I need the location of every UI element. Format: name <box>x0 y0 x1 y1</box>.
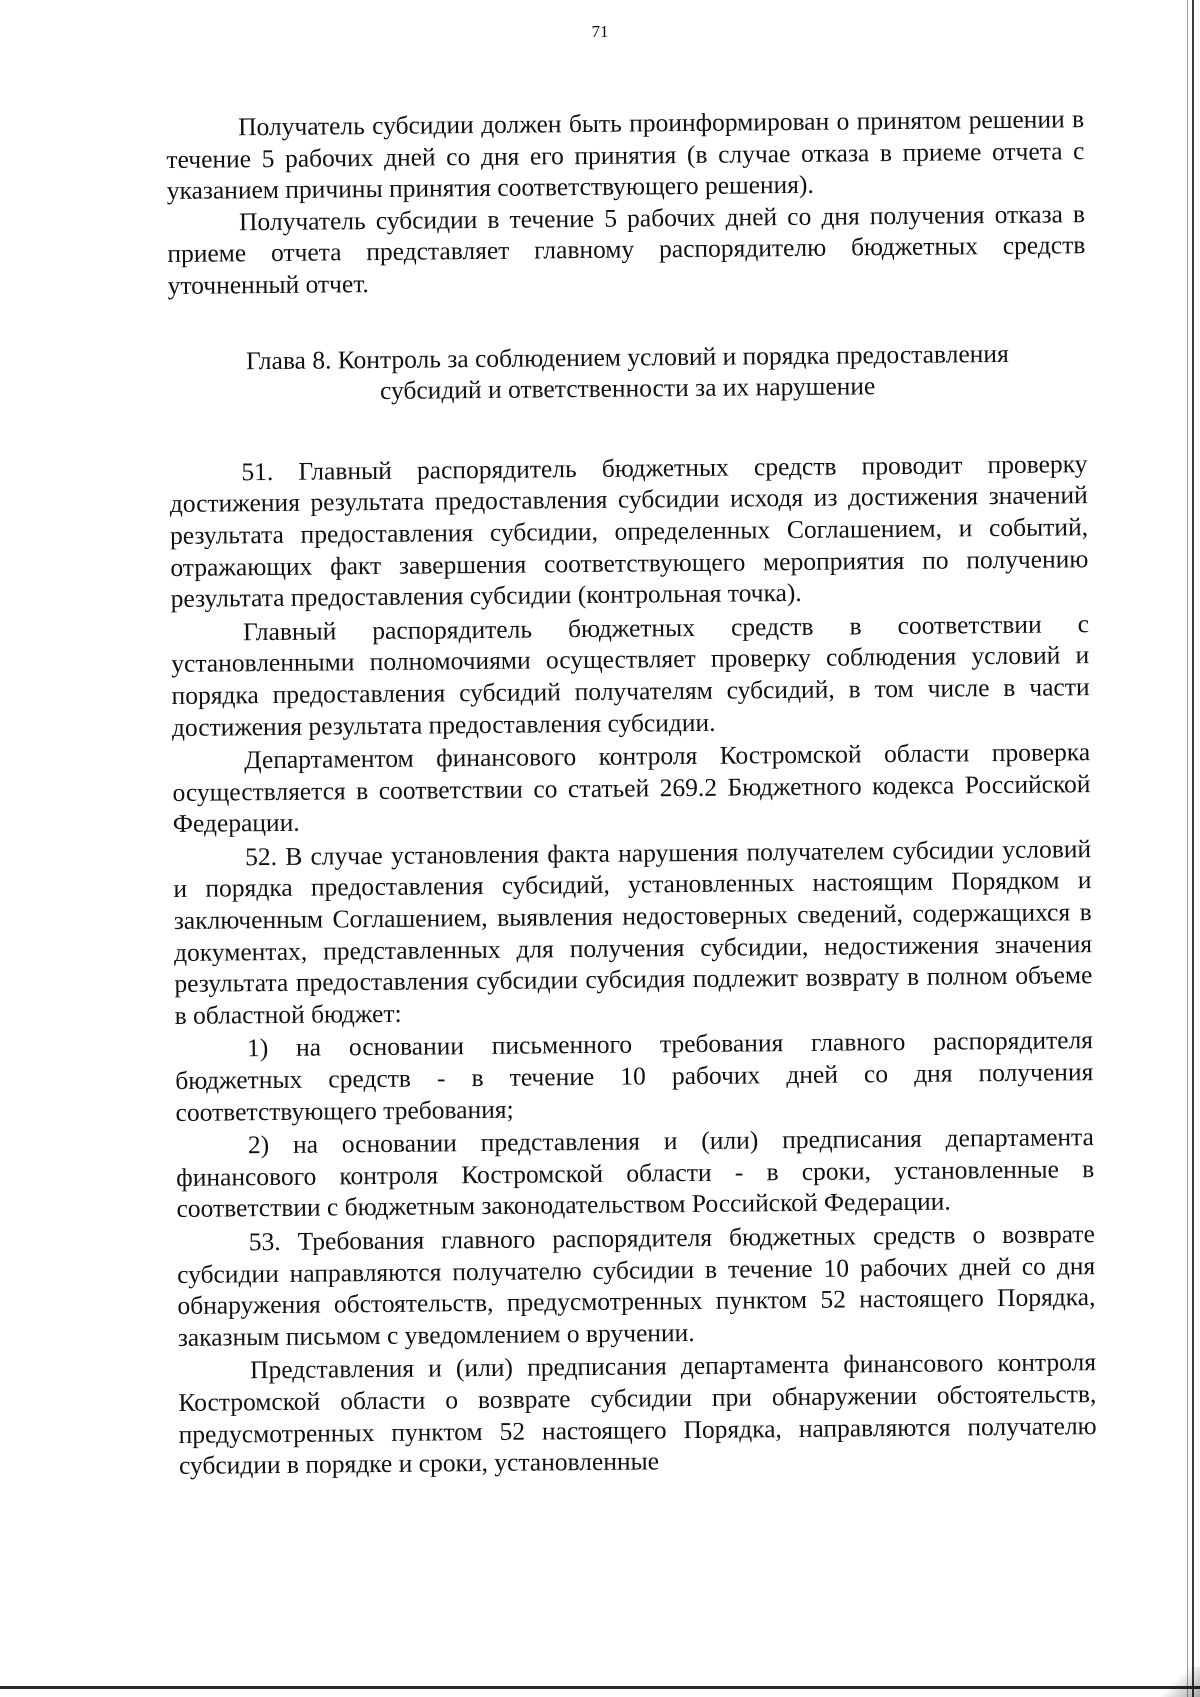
scan-edge-line-inner <box>1187 0 1188 1697</box>
scan-bottom-line <box>0 1686 1200 1689</box>
chapter-heading: Глава 8. Контроль за соблюдением условий и порядка предоставления субсидий и ответственности за их нарушение <box>245 338 1009 406</box>
scan-corner-shadow <box>1160 1667 1200 1697</box>
paragraph-finance-department: Департаментом финансового контроля Костромской области проверка осуществляется в соответствии со статьей 269.2 Бюджетного кодекса Российской Федерации. <box>172 737 1091 839</box>
paragraph-item-52-1: 1) на основании письменного требования главного распорядителя бюджетных средств - в течение 10 рабочих дней со дня получения соответствующего требования; <box>175 1025 1094 1127</box>
paragraph-refined-report: Получатель субсидии в течение 5 рабочих дней со дня получения отказа в приеме отчета представляет главному распорядителю бюджетных средств уточненный отчет. <box>167 198 1086 300</box>
paragraph-representations: Представления и (или) предписания департамента финансового контроля Костромской области о возврате субсидии при обнаружении обстоятельств, предусмотренных пунктом 52 настоящего Порядка, направляются получателю субсидии в порядке и сроки, установленные <box>178 1347 1097 1481</box>
paragraph-item-53: 53. Требования главного распорядителя бюджетных средств о возврате субсидии направляются получателю субсидии в течение 10 рабочих дней со дня обнаружения обстоятельств, предусмотренных пунктом 52 настоящего Порядка, заказным письмом с уведомлением о вручении. <box>177 1219 1096 1352</box>
page-number: 71 <box>591 22 609 41</box>
scan-edge-line <box>1192 0 1194 1697</box>
document-body <box>166 103 1097 1481</box>
paragraph-item-52: 52. В случае установления факта нарушения получателем субсидии условий и порядка предоставления субсидий, установленных настоящим Порядком и заключенным Соглашением, выявления недостоверных сведений, содержащихся в документах, представленных для получения субсидии, недостижения значения результата предоставления субсидии субсидия подлежит возврату в полном объеме в областной бюджет: <box>173 834 1093 1030</box>
paragraph-item-52-2: 2) на основании представления и (или) предписания департамента финансового контроля Костромской области - в сроки, установленные в соответствии с бюджетным законодательством Российской Федерации. <box>176 1122 1095 1224</box>
paragraph-item-51: 51. Главный распорядитель бюджетных средств проводит проверку достижения результата предоставления субсидии исходя из достижения значений результата предоставления субсидии, определенных Соглашением, и событий, отражающих факт завершения соответствующего мероприятия по получению результата предоставления субсидии (контрольная точка). <box>169 448 1089 614</box>
paragraph-control-authority: Главный распорядитель бюджетных средств в соответствии с установленными полномочиями осуществляет проверку соблюдения условий и порядка предоставления субсидий получателям субсидий, в том числе в части достижения результата предоставления субсидии. <box>171 608 1090 742</box>
paragraph-notification: Получатель субсидии должен быть проинформирован о принятом решении в течение 5 рабочих дней со дня его принятия (в случае отказа в приеме отчета с указанием причины принятия соответствующего решения). <box>166 104 1085 206</box>
